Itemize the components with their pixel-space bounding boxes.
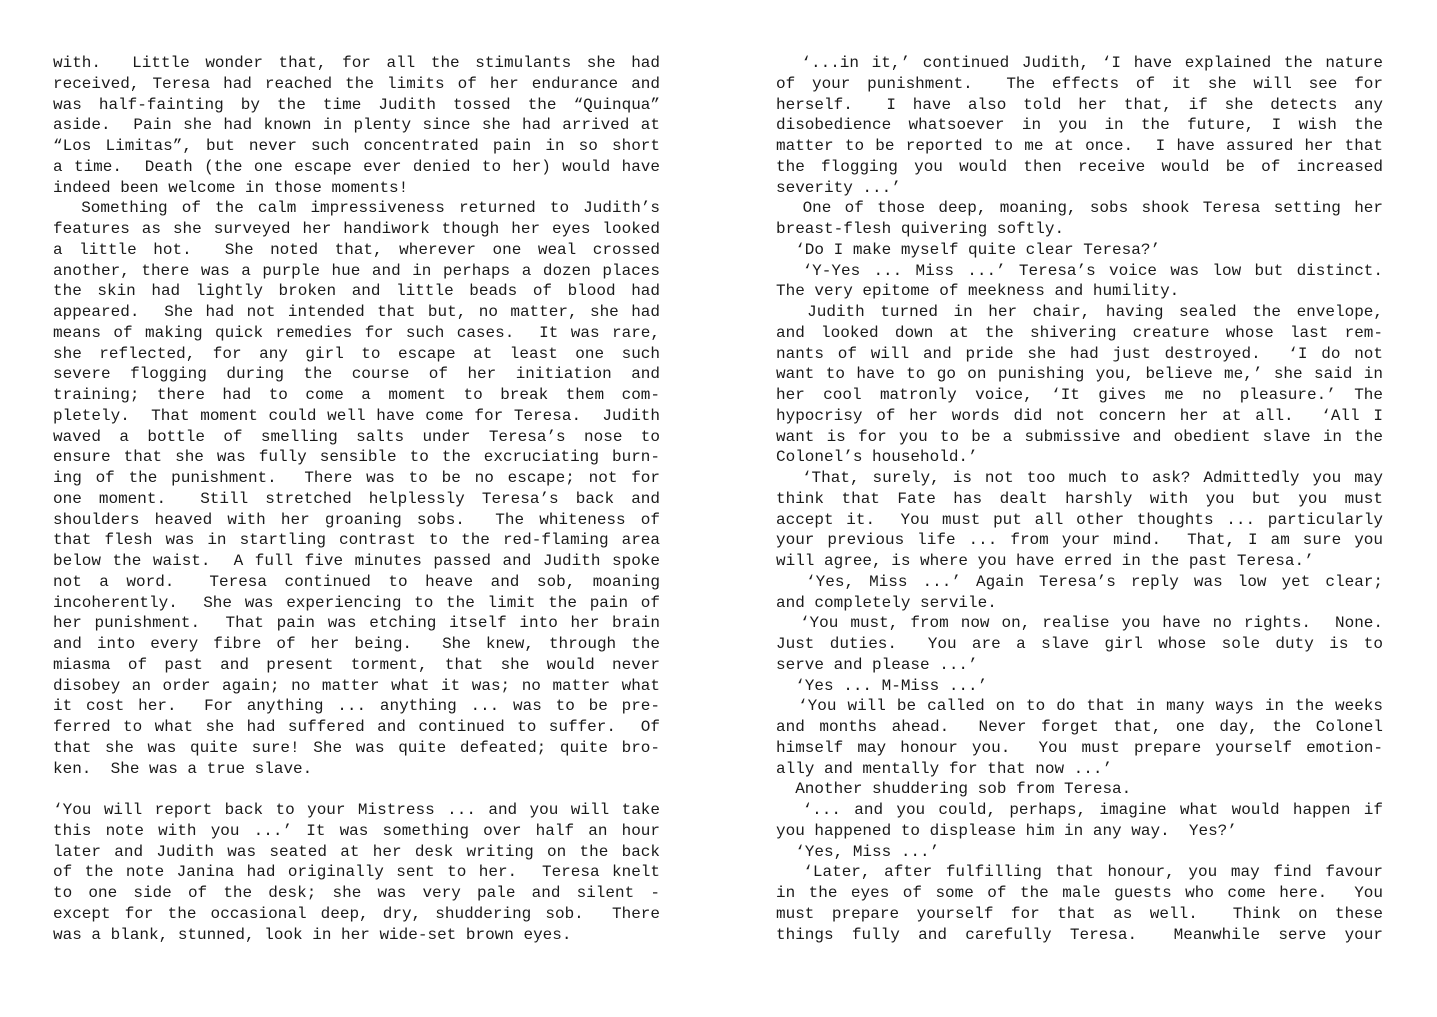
text-line: ing of the punishment. There was to be no escape; not for [53,469,660,487]
text-line: ferred to what she had suffered and continued to suffer. Of [53,718,660,736]
text-line: incoherently. She was experiencing to the limit the pain of [53,593,660,612]
text-line: was half-fainting by the time Judith tossed the “Quinqua” [53,95,660,114]
text-line: Just duties. You are a slave girl whose sole duty is to [776,635,1383,653]
text-line: Colonel’s household.’ [776,448,978,467]
text-line: means of making quick remedies for such cases. It was rare, [53,323,660,342]
text-line: her punishment. That pain was etching itself into her brain [53,614,660,633]
text-line: and looked down at the shivering creature whose last rem- [776,323,1383,342]
text-line: ‘Do I make myself quite clear Teresa?’ [776,240,1161,259]
text-line: want is for you to be a submissive and obedient slave in the [776,427,1383,446]
text-line: accept it. You must put all other thoughts ... particularly [776,510,1383,529]
text-line: a time. Death (the one escape ever denied to her) would have [53,157,660,176]
text-line: her cool matronly voice, ‘It gives me no pleasure.’ The [776,386,1383,404]
text-line: ken. She was a true slave. [53,759,313,778]
text-line: the flogging you would then receive would be of increased [776,157,1383,176]
text-line: this note with you ...’ It was something over half an hour [53,821,660,840]
text-line: it cost her. For anything ... anything ... was to be pre- [53,697,660,716]
text-line: The very epitome of meekness and humility. [776,282,1180,301]
text-line: training; there had to come a moment to break them com- [53,386,660,404]
text-line: ‘You must, from now on, realise you have no rights. None. [776,614,1383,633]
text-line: herself. I have also told her that, if she detects any [776,95,1383,114]
text-line: received, Teresa had reached the limits of her endurance and [53,74,660,93]
text-line: she reflected, for any girl to escape at least one such [53,344,660,363]
text-line: disobedience whatsoever in you in the future, I wish the [776,116,1383,135]
text-line: ‘Yes, Miss ...’ [776,842,940,861]
text-line: ‘Yes ... M-Miss ...’ [776,676,988,695]
text-line: of your punishment. The effects of it she will see for [776,74,1383,93]
text-line: hypocrisy of her words did not concern her at all. ‘All I [776,406,1383,425]
left-text-column [53,53,660,945]
text-line: and months ahead. Never forget that, one day, the Colonel [776,718,1383,736]
text-line: himself may honour you. You must prepare yourself emotion- [776,738,1383,757]
text-line: Another shuddering sob from Teresa. [776,780,1132,799]
right-text-column [776,53,1383,945]
text-line: and completely servile. [776,593,997,612]
text-line: ‘Y-Yes ... Miss ...’ Teresa’s voice was low but distinct. [776,261,1383,280]
text-line: One of those deep, moaning, sobs shook Teresa setting her [776,199,1383,218]
text-line: severity ...’ [776,178,901,197]
text-line: was a blank, stunned, look in her wide-set brown eyes. [53,925,572,944]
text-line: shoulders heaved with her groaning sobs. The whiteness of [53,510,660,529]
text-line: waved a bottle of smelling salts under Teresa’s nose to [53,427,660,446]
text-line: pletely. That moment could well have come for Teresa. Judith [53,406,660,425]
text-line: think that Fate has dealt harshly with you but you must [776,489,1383,508]
text-line: later and Judith was seated at her desk writing on the back [53,842,660,861]
text-line: below the waist. A full five minutes passed and Judith spoke [53,552,660,570]
text-line: ‘Later, after fulfilling that honour, you may find favour [776,863,1383,882]
text-line: ‘Yes, Miss ...’ Again Teresa’s reply was low yet clear; [776,572,1383,591]
text-line: breast-flesh quivering softly. [776,220,1065,238]
text-line: must prepare yourself for that as well. Think on these [776,904,1383,923]
text-line: Judith turned in her chair, having sealed the envelope, [776,303,1383,321]
text-line: another, there was a purple hue and in perhaps a dozen places [53,261,660,280]
text-line: you happened to displease him in any way. Yes?’ [776,821,1237,840]
text-line: and into every fibre of her being. She knew, through the [53,635,660,653]
text-line: ally and mentally for that now ...’ [776,759,1113,778]
text-line: want to have to go on punishing you, believe me,’ she said in [776,365,1383,384]
text-line: severe flogging during the course of her initiation and [53,365,660,384]
text-line: a little hot. She noted that, wherever one weal crossed [53,240,660,259]
text-line: of the note Janina had originally sent to her. Teresa knelt [53,863,660,882]
text-line: disobey an order again; no matter what it was; no matter what [53,676,660,695]
text-line: ‘You will report back to your Mistress ... and you will take [53,801,660,819]
text-line: ensure that she was fully sensible to the excruciating burn- [53,448,660,467]
text-line: nants of will and pride she had just destroyed. ‘I do not [776,344,1383,363]
text-line: will agree, is where you have erred in the past Teresa.’ [776,552,1314,570]
text-line: ‘... and you could, perhaps, imagine what would happen if [776,801,1383,819]
text-line: your previous life ... from your mind. That, I am sure you [776,531,1383,550]
text-line: serve and please ...’ [776,655,978,674]
text-line: in the eyes of some of the male guests who come here. You [776,884,1383,902]
paragraph-gap [53,779,660,800]
text-line: indeed been welcome in those moments! [53,178,409,197]
text-line: aside. Pain she had known in plenty since she had arrived at [53,116,660,135]
text-line: features as she surveyed her handiwork though her eyes looked [53,220,660,238]
text-line: appeared. She had not intended that but, no matter, she had [53,303,660,321]
text-line: not a word. Teresa continued to heave and sob, moaning [53,572,660,591]
text-line: miasma of past and present torment, that she would never [53,655,660,674]
text-line: except for the occasional deep, dry, shuddering sob. There [53,904,660,923]
text-line: ‘You will be called on to do that in many ways in the weeks [776,697,1383,716]
text-line: the skin had lightly broken and little beads of blood had [53,282,660,301]
text-line: Something of the calm impressiveness returned to Judith’s [53,199,660,218]
text-line: ‘That, surely, is not too much to ask? Admittedly you may [776,469,1383,487]
text-line: to one side of the desk; she was very pale and silent - [53,884,660,902]
text-line: one moment. Still stretched helplessly Teresa’s back and [53,489,660,508]
text-line: matter to be reported to me at once. I have assured her that [776,137,1383,155]
text-line: that she was quite sure! She was quite defeated; quite bro- [53,738,660,757]
text-line: that flesh was in startling contrast to the red-flaming area [53,531,660,550]
text-line: ‘...in it,’ continued Judith, ‘I have explained the nature [776,54,1383,72]
text-line: things fully and carefully Teresa. Meanwhile serve your [776,925,1383,944]
text-line: with. Little wonder that, for all the stimulants she had [53,54,660,72]
text-line: “Los Limitas”, but never such concentrated pain in so short [53,137,660,155]
